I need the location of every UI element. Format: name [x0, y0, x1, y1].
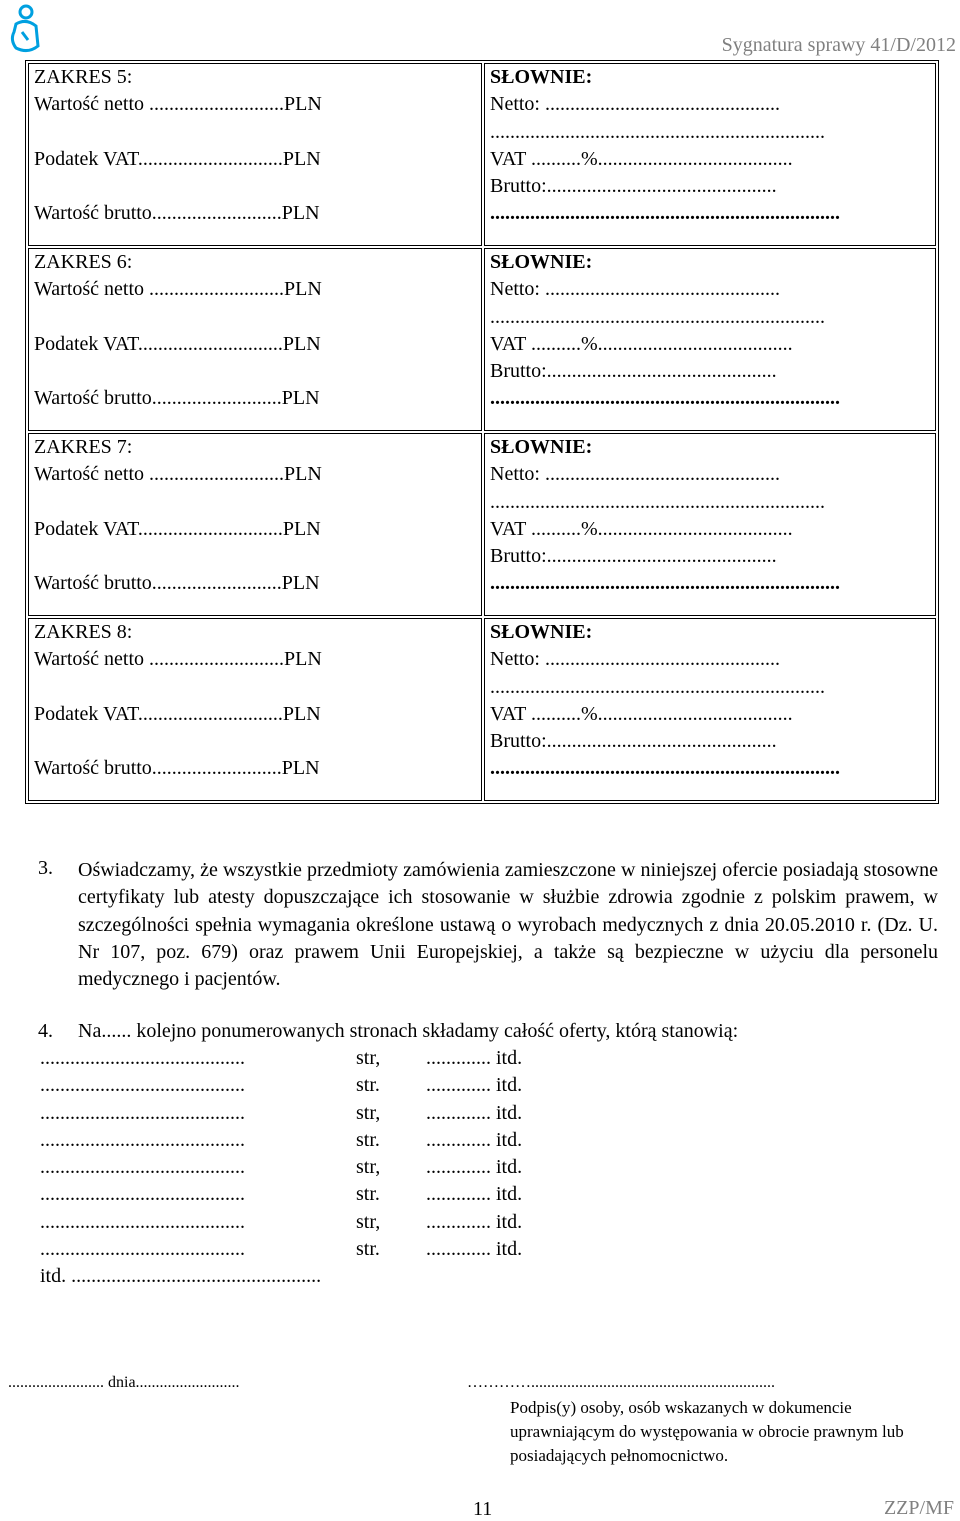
zakres-values-cell: [28, 433, 482, 616]
zakres-row: [28, 618, 936, 801]
list-etc: itd. ..................................................: [40, 1265, 322, 1288]
net-value-line: Wartość netto ...........................PLN: [34, 463, 322, 486]
vat-value-line: Podatek VAT.............................PLN: [34, 147, 321, 170]
gross-value-line: Wartość brutto..........................PLN: [34, 387, 320, 410]
in-words-gross-cont: ......................................................................: [490, 757, 840, 780]
documents-list: [40, 1045, 522, 1291]
list-item: [40, 1181, 522, 1208]
list-item: [40, 1072, 522, 1099]
in-words-net: Netto: ...............................................: [490, 278, 780, 301]
document-name-blank: .........................................: [40, 1183, 245, 1206]
list-item: [40, 1154, 522, 1181]
document-name-blank: .........................................: [40, 1047, 245, 1069]
zakres-values-cell: [28, 248, 482, 431]
in-words-gross: Brutto:..............................................: [490, 175, 777, 198]
gross-value-line: Wartość brutto..........................PLN: [34, 572, 320, 595]
list-item: [40, 1209, 522, 1236]
vat-value-line: Podatek VAT.............................PLN: [34, 702, 321, 725]
in-words-gross: Brutto:..............................................: [490, 360, 777, 383]
in-words-net: Netto: ...............................................: [490, 93, 780, 116]
page-range-blank: ............. itd.: [426, 1238, 523, 1261]
signature-line: ………….............................................................: [467, 1374, 775, 1391]
in-words-gross-cont: ......................................................................: [490, 202, 840, 225]
zakres-title: ZAKRES 8:: [34, 621, 133, 643]
net-value-line: Wartość netto ...........................PLN: [34, 278, 322, 301]
zakres-title: ZAKRES 7:: [34, 436, 133, 458]
in-words-gross-cont: ......................................................................: [490, 572, 840, 595]
person-hand-logo-icon: [6, 2, 46, 58]
page-label: str.: [356, 1074, 380, 1097]
in-words-label: SŁOWNIE:: [490, 621, 593, 643]
zakres-title: ZAKRES 5:: [34, 66, 133, 88]
zakres-row: [28, 63, 936, 246]
in-words-net-cont: ...................................................................: [490, 490, 825, 513]
page-label: str.: [356, 1183, 380, 1206]
page-range-blank: ............. itd.: [426, 1128, 523, 1151]
in-words-net: Netto: ...............................................: [490, 463, 780, 486]
in-words-cell: [484, 63, 936, 246]
list-item: [40, 1236, 522, 1263]
in-words-gross: Brutto:..............................................: [490, 545, 777, 568]
page-range-blank: ............. itd.: [426, 1210, 523, 1233]
page-range-blank: ............. itd.: [426, 1074, 523, 1097]
document-name-blank: .........................................: [40, 1238, 245, 1261]
zakres-row: [28, 433, 936, 616]
in-words-cell: [484, 433, 936, 616]
document-name-blank: .........................................: [40, 1210, 245, 1233]
point-4-number: 4.: [38, 1020, 53, 1042]
page-label: str.: [356, 1238, 380, 1261]
price-table: [25, 60, 939, 804]
page-range-blank: ............. itd.: [426, 1101, 523, 1124]
vat-value-line: Podatek VAT.............................PLN: [34, 517, 321, 540]
in-words-label: SŁOWNIE:: [490, 66, 593, 88]
in-words-net: Netto: ...............................................: [490, 648, 780, 671]
in-words-vat: VAT ..........%.......................................: [490, 702, 793, 725]
page-label: str,: [356, 1047, 381, 1069]
in-words-label: SŁOWNIE:: [490, 436, 593, 458]
in-words-cell: [484, 618, 936, 801]
gross-value-line: Wartość brutto..........................PLN: [34, 757, 320, 780]
gross-value-line: Wartość brutto..........................PLN: [34, 202, 320, 225]
page-label: str,: [356, 1210, 381, 1233]
zakres-values-cell: [28, 618, 482, 801]
document-name-blank: .........................................: [40, 1074, 245, 1097]
page-range-blank: ............. itd.: [426, 1156, 523, 1179]
in-words-net-cont: ...................................................................: [490, 305, 825, 328]
page-range-blank: ............. itd.: [426, 1183, 523, 1206]
in-words-vat: VAT ..........%.......................................: [490, 147, 793, 170]
document-name-blank: .........................................: [40, 1101, 245, 1124]
in-words-gross: Brutto:..............................................: [490, 730, 777, 753]
page-label: str,: [356, 1156, 381, 1179]
date-line: ........................ dnia..........................: [8, 1374, 240, 1391]
document-name-blank: .........................................: [40, 1128, 245, 1151]
net-value-line: Wartość netto ...........................PLN: [34, 93, 322, 116]
net-value-line: Wartość netto ...........................PLN: [34, 648, 322, 671]
zakres-title: ZAKRES 6:: [34, 251, 133, 273]
list-item: [40, 1045, 522, 1072]
page-range-blank: ............. itd.: [426, 1047, 523, 1069]
document-name-blank: .........................................: [40, 1156, 245, 1179]
point-4-text: Na...... kolejno ponumerowanych stronach składamy całość oferty, którą stanowią:: [78, 1020, 739, 1042]
in-words-net-cont: ...................................................................: [490, 120, 825, 143]
in-words-net-cont: ...................................................................: [490, 675, 825, 698]
signature-caption: Podpis(y) osoby, osób wskazanych w dokumencie uprawniającym do występowania w obrocie prawnym lub posiadających pełnomocnictwo.: [510, 1398, 904, 1465]
point-3-text: Oświadczamy, że wszystkie przedmioty zamówienia zamieszczone w niniejszej ofercie posiadają stosowne certyfikaty lub atesty dopuszczające ich stosowanie w służbie zdrowia zgodnie z polskim prawem, w szczególności spełnia wymagania określone ustawą o wyrobach medycznych z dnia 20.05.2010 r. (Dz. U. Nr 107, poz. 679) oraz prawem Unii Europejskiej, a także są bezpieczne w użyciu dla personelu medycznego i pacjentów.: [78, 859, 938, 991]
in-words-vat: VAT ..........%.......................................: [490, 517, 793, 540]
list-item: [40, 1100, 522, 1127]
in-words-gross-cont: ......................................................................: [490, 387, 840, 410]
list-item: [40, 1127, 522, 1154]
page-label: str,: [356, 1101, 381, 1124]
case-signature: Sygnatura sprawy 41/D/2012: [721, 34, 956, 56]
footer-code: ZZP/MF: [883, 1497, 954, 1519]
page-number: 11: [473, 1498, 493, 1520]
page-label: str.: [356, 1128, 380, 1151]
zakres-row: [28, 248, 936, 431]
vat-value-line: Podatek VAT.............................PLN: [34, 332, 321, 355]
in-words-vat: VAT ..........%.......................................: [490, 332, 793, 355]
in-words-cell: [484, 248, 936, 431]
in-words-label: SŁOWNIE:: [490, 251, 593, 273]
zakres-values-cell: [28, 63, 482, 246]
point-3-number: 3.: [38, 857, 53, 879]
